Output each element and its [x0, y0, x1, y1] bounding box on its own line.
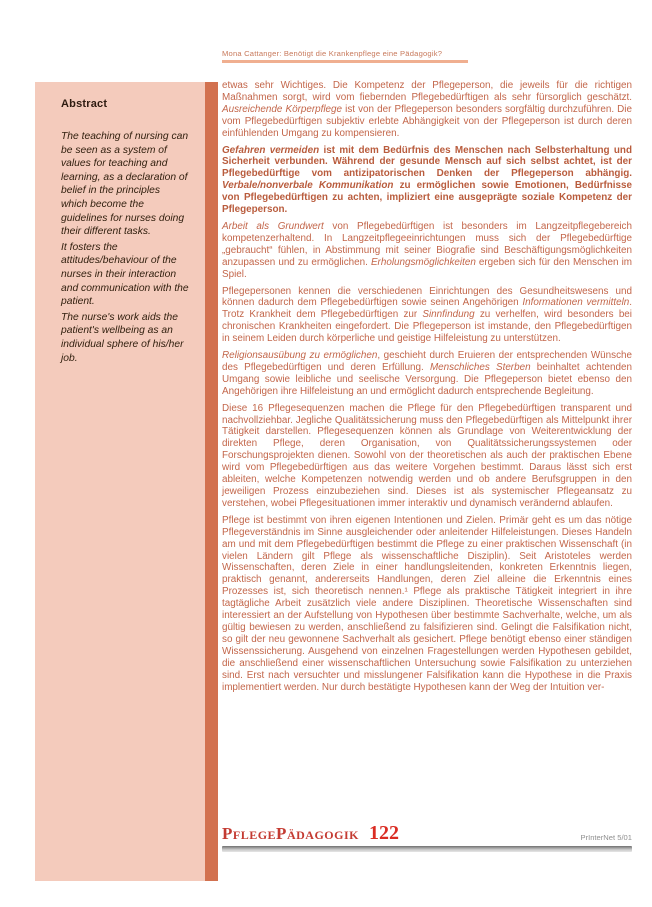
running-head: Mona Cattanger: Benötigt die Krankenpflege eine Pädagogik? — [222, 49, 468, 63]
page-footer — [222, 822, 632, 852]
footer-line — [222, 822, 632, 844]
footer-rule — [222, 846, 632, 852]
article-paragraph: Diese 16 Pflegesequenzen machen die Pflege für den Pflegebedürftigen transparent und nachvollziehbar. Jegliche Qualitätssicherung muss den Pflegebedürftigen als Mittelpunkt ihrer Tätigkeit darstellen. Pflegesequenzen können als Grundlage von Weiterentwicklung der direkten Pflege, deren Organisation, von Qualitätssicherungssystemen oder Forschungsprojekten dienen. Sowohl von der theoretischen als auch der praktischen Ebene wird vom Pflegebedürftigen aus das weitere Vorgehen bestimmt. Daraus lässt sich erst ableiten, welche Kompetenzen notwendig werden und ob andere Berufsgruppen in den jeweiligen Prozess einzubeziehen sind. Dieses ist als systemischer Pflegeansatz zu verstehen, wobei Pflegesituationen immer interaktiv und dynamisch verändernd ablaufen. — [222, 402, 632, 509]
accent-band — [205, 82, 218, 881]
article-paragraph: etwas sehr Wichtiges. Die Kompetenz der Pflegeperson, die jeweils für die richtigen Maßnahmen sorgt, wird vom fiebernden Pflegebedürftigen als sehr fürsorglich geschätzt. Ausreichende Körperpflege ist von der Pflegeperson besonders sorgfältig durchzuführen. Die vom Pflegebedürftigen subjektiv erlebte Abhängigkeit von der Pflegeperson ist durch deren einfühlenden Umgang zu kompensieren. — [222, 80, 632, 139]
footer-page-number: 122 — [368, 822, 399, 844]
abstract-heading: Abstract — [61, 98, 108, 110]
article-paragraph: Religionsausübung zu ermöglichen, geschieht durch Eruieren der entsprechenden Wünsche des Pflegebedürftigen und deren Erfüllung. Menschliches Sterben beinhaltet achtenden Umgang sowie leibliche und seelische Versorgung. Die Pflegeperson bietet ebenso den Angehörigen ihre Hilfeleistung an und ermöglicht dadurch entsprechende Begleitung. — [222, 350, 632, 397]
article-paragraph: Pflege ist bestimmt von ihren eigenen Intentionen und Zielen. Primär geht es um das nötige Pflegeverständnis im Sinne ausgleichender oder anleitender Hilfeleistungen. Dieses Handeln am und mit dem Pflegebedürftigen bestimmt die Pflege zu einer praktischen Wissenschaft (in vielen Ländern gilt Pflege als wissenschaftliche Disziplin). Seit Aristoteles werden Wissenschaften, deren Ziele in einer handlungsleitenden, konkreten Erkenntnis liegen, praktisch genannt, andererseits Handlungen, deren Ziel alleine die Erkenntnis eines Prozesses ist, sich theoretisch nennen.¹ Pflege als praktische Tätigkeit integriert in ihre tagtägliche Arbeit zusätzlich viele andere Disziplinen. Theoretische Wissenschaften sind interessiert an der Aufstellung von Hypothesen über bestimmte Sachverhalte, welche, um als gültig bewiesen zu werden, anschließend zu falsifizieren sind. Gelingt die Falsifikation nicht, so gilt der neu gewonnene Sachverhalt als gesichert. Pflege benötigt ebenso einer ständigen Wissenssicherung. Ausgehend von einzelnen Fragestellungen werden Hypothesen gebildet, die anschließend einer wissenschaftlichen Untersuchung sowie Falsifikation zu unterziehen sind. Erst nach versuchter und misslungener Falsifikation kann die Hypothese in die Praxis implementiert werden. Nur durch bestätigte Hypothesen kann der Weg der Intuition ver- — [222, 514, 632, 693]
abstract-paragraph: The nurse's work aids the patient's wellbeing as an individual sphere of his/her job. — [61, 311, 184, 364]
article-paragraph: Pflegepersonen kennen die verschiedenen Einrichtungen des Gesundheitswesens und können dadurch dem Pflegebedürftigen sowie seinen Angehörigen Informationen vermitteln. Trotz Krankheit dem Pflegebedürftigen zur Sinnfindung zu verhelfen, wird besonders bei chronischen Krankheiten eingefordert. Die Pflegeperson ist imstande, den Pflegebedürftigen in seinem Leiden durch körperliche und geistige Hilfeleistung zu unterstützen. — [222, 285, 633, 345]
article-paragraph: Arbeit als Grundwert von Pflegebedürftigen ist besonders im Langzeitpflegebereich kompetenzerhaltend. In Langzeitpflegeeinrichtungen muss sich der Pflegebedürftige „gebraucht“ fühlen, in Abstimmung mit seiner Biografie sind Beschäftigungsmöglichkeiten anzupassen und zu ermöglichen. Erholungsmöglichkeiten ergeben sich für den Menschen im Spiel. — [222, 220, 633, 280]
abstract-paragraph: It fosters the attitudes/behaviour of the nurses in their interaction and communication with the patient. — [61, 241, 189, 308]
abstract-text — [61, 130, 189, 365]
article-paragraph: Gefahren vermeiden ist mit dem Bedürfnis des Menschen nach Selbsterhaltung und Sicherheit verbunden. Während der gesunde Mensch auf sich selbst achtet, ist der Pflegebedürftige vom antizipatorischen Denken der Pflegeperson abhängig. Verbale/nonverbale Kommunikation zu ermöglichen sowie Emotionen, Bedürfnisse von Pflegebedürftigen zu achten, impliziert eine ausgeprägte soziale Kompetenz der Pflegeperson. — [222, 144, 633, 216]
footer-section-title: PflegePädagogik — [222, 824, 359, 843]
footer-issue-label: PrInterNet 5/01 — [580, 833, 632, 842]
abstract-panel — [35, 82, 205, 881]
abstract-paragraph: The teaching of nursing can be seen as a system of values for teaching and learning, as a declaration of belief in the principles which become the guidelines for nurses doing their different tasks. — [61, 131, 189, 238]
article-text-column — [222, 80, 632, 698]
